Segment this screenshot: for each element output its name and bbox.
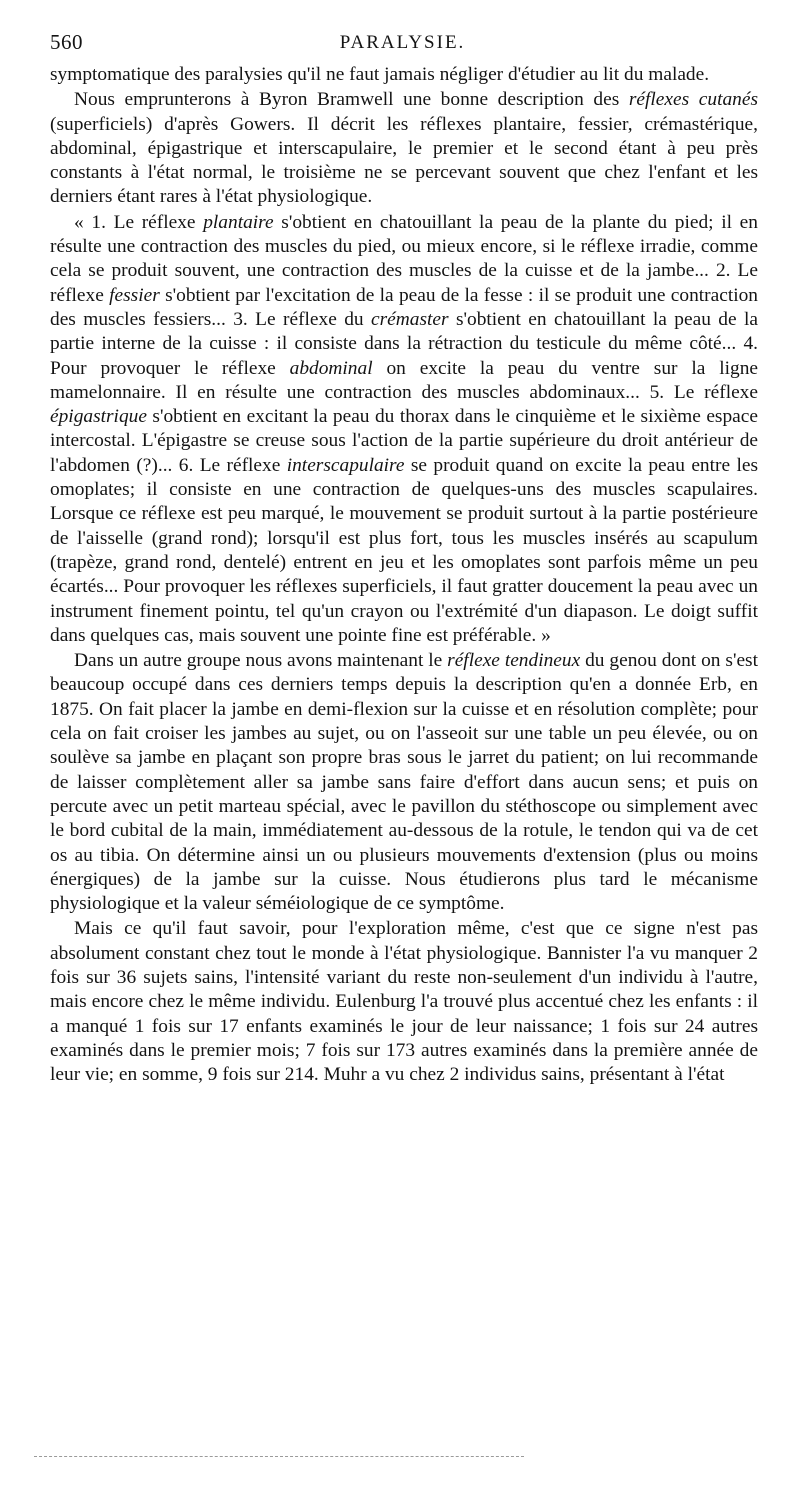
running-head [50, 30, 755, 60]
page-number: 560 [50, 30, 83, 54]
text-body [50, 63, 758, 1087]
paragraph-quoted-description: « 1. Le réflexe plantaire s'obtient en chatouillant la peau de la plante du pied; il en résulte une contraction des muscles du pied, ou mieux encore, si le réflexe irradie, comme cela se produit souvent, une contraction des muscles de la cuisse et de la jambe... 2. Le réflexe fessier s'obtient par l'excitation de la peau de la fesse : il se produit une contraction des muscles fessiers... 3. Le réflexe du crémaster s'obtient en chatouillant la peau de la partie interne de la cuisse : il consiste dans la rétraction du testicule du même côté... 4. Pour provoquer le réflexe abdominal on excite la peau du ventre sur la ligne mamelonnaire. Il en résulte une contraction des muscles abdominaux... 5. Le réflexe épigastrique s'obtient en excitant la peau du thorax dans le cinquième et le sixième espace intercostal. L'épigastre se creuse sous l'action de la partie supérieure du droit antérieur de l'abdomen (?)... 6. Le réflexe interscapulaire se produit quand on excite la peau entre les omoplates; il consiste en une contraction de quelques-uns des muscles scapulaires. Lorsque ce réflexe est peu marqué, le mouvement se produit surtout à la partie postérieure de l'aisselle (grand rond); lorsqu'il est plus fort, tous les muscles insérés au scapulum (trapèze, grand rond, dentelé) entrent en jeu et les omoplates sont parfois même un peu écartés... Pour provoquer les réflexes superficiels, il faut gratter doucement la peau avec un instrument finement pointu, tel qu'un crayon ou l'extrémité d'un diapason. Le doigt suffit dans quelques cas, mais souvent une pointe fine est préférable. » [50, 211, 759, 646]
paragraph-continuation: symptomatique des paralysies qu'il ne faut jamais négliger d'étudier au lit du malade. [50, 64, 710, 85]
paragraph-reflexes-intro: Nous emprunterons à Byron Bramwell une bonne description des réflexes cutanés (superficiels) d'après Gowers. Il décrit les réflexes plantaire, fessier, crémastérique, abdominal, épigastrique et interscapulaire, le premier et le second étant à peu près constants à l'état normal, le troisième ne se percevant souvent que chez l'enfant et les derniers étant rares à l'état physiologique. [50, 89, 758, 208]
paragraph-statistics: Mais ce qu'il faut savoir, pour l'exploration même, c'est que ce signe n'est pas absolument constant chez tout le monde à l'état physiologique. Bannister l'a vu manquer 2 fois sur 36 sujets sains, l'intensité variant du reste non-seulement d'un individu à l'autre, mais encore chez le même individu. Eulenburg l'a trouvé plus accentué chez les enfants : il a manqué 1 fois sur 17 enfants examinés le jour de leur naissance; 1 fois sur 24 autres examinés dans le premier mois; 7 fois sur 173 autres examinés dans la première année de leur vie; en somme, 9 fois sur 214. Muhr a vu chez 2 individus sains, présentant à l'état [50, 918, 758, 1086]
paragraph-tendon-reflex: Dans un autre groupe nous avons maintenant le réflexe tendineux du genou dont on s'est beaucoup occupé dans ces derniers temps depuis la description qu'en a donnée Erb, en 1875. On fait placer la jambe en demi-flexion sur la cuisse et en résolution complète; pour cela on fait croiser les jambes au sujet, ou on l'asseoit sur une table un peu élevée, ou on soulève sa jambe en plaçant son propre bras sous le jarret du patient; on lui recommande de laisser complètement aller sa jambe sans faire d'effort dans aucun sens; et puis on percute avec un petit marteau spécial, avec le pavillon du stéthoscope ou simplement avec le bord cubital de la main, immédiatement au-dessous de la rotule, le tendon qui va de cet os au tibia. On détermine ainsi un ou plusieurs mouvements d'extension (plus ou moins énergiques) de la jambe sur la cuisse. Nous étudierons plus tard le mécanisme physiologique et la valeur séméiologique de ce symptôme. [50, 650, 758, 915]
page-bottom-rule [34, 1456, 524, 1457]
running-title: PARALYSIE. [339, 32, 466, 53]
